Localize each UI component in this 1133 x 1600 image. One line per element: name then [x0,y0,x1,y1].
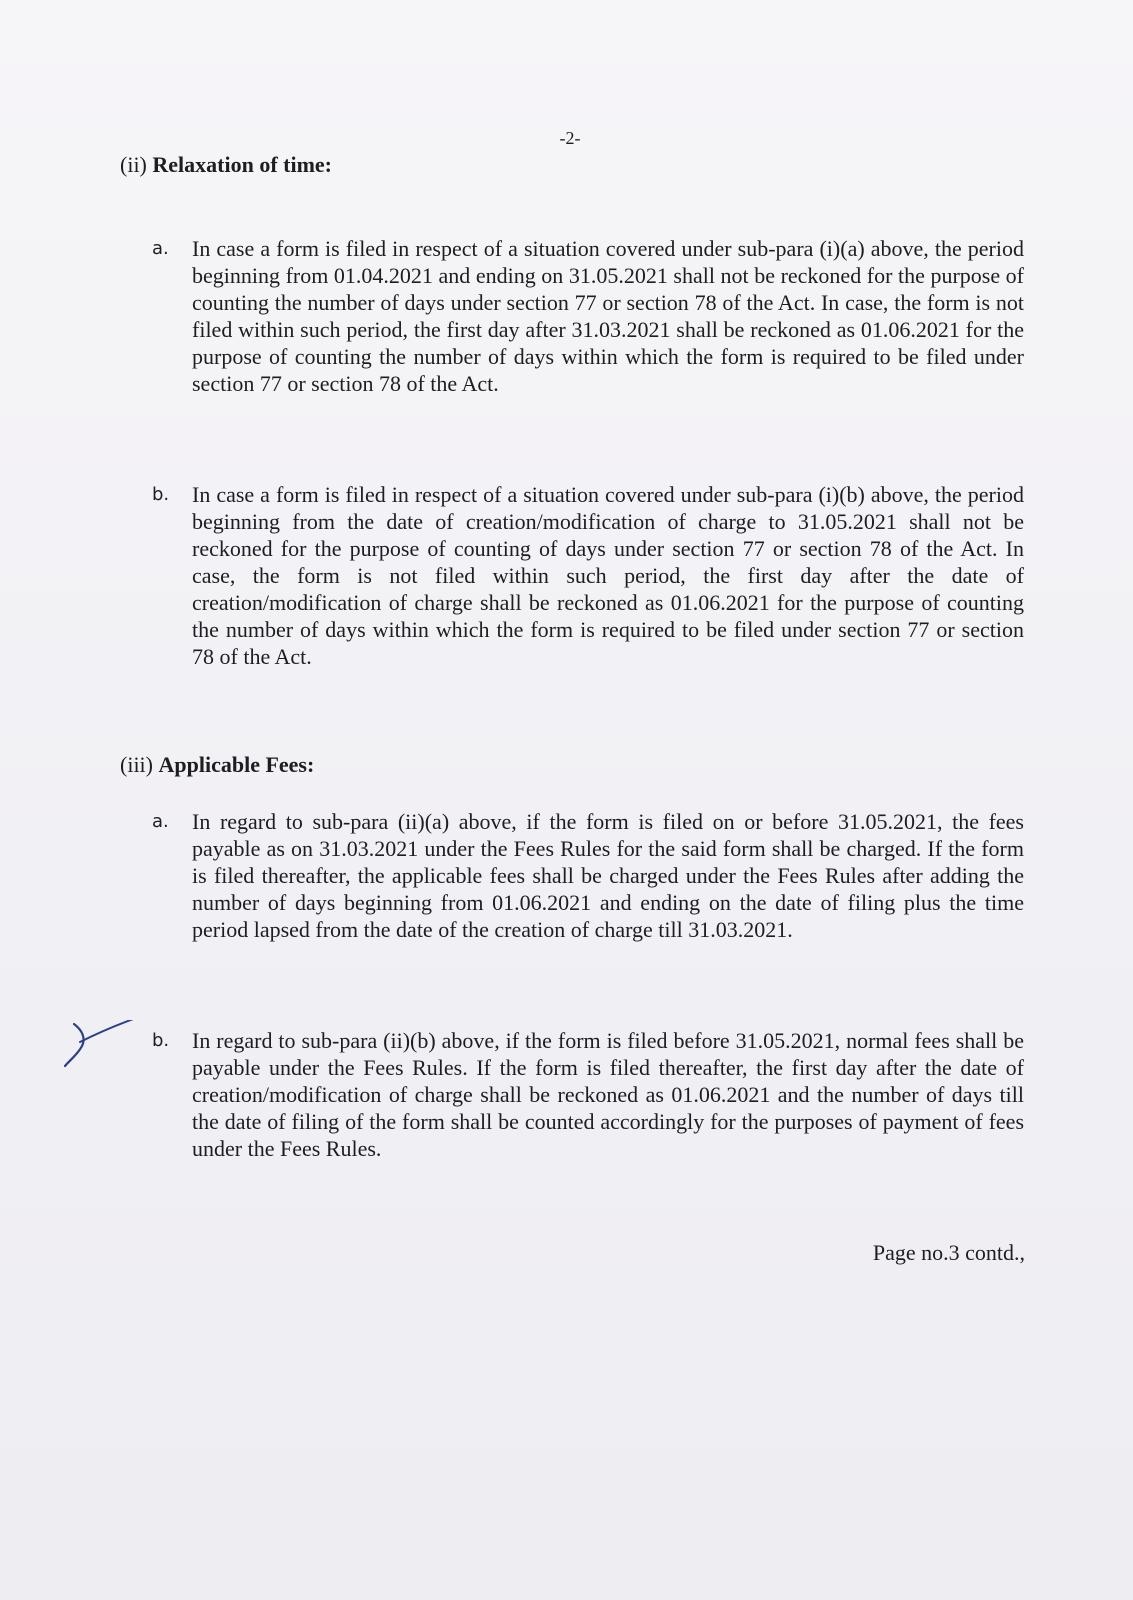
item-marker: b. [152,484,170,505]
list-item [152,481,1024,670]
pen-tick-mark [60,1020,140,1080]
list-item [152,1027,1024,1162]
item-text: In case a form is filed in respect of a situation covered under sub-para (i)(a) above, the period beginning from 01.04.2021 and ending on 31.05.2021 shall not be reckoned for the purpose of counting the number of days under section 77 or section 78 of the Act. In case, the form is not filed within such period, the first day after 31.03.2021 shall be reckoned as 01.06.2021 for the purpose of counting the number of days within which the form is required to be filed under section 77 or section 78 of the Act. [192,236,1024,396]
item-text: In regard to sub-para (ii)(b) above, if the form is filed before 31.05.2021, normal fees shall be payable under the Fees Rules. If the form is filed thereafter, the first day after the date of creation/modification of charge shall be reckoned as 01.06.2021 and the number of days till the date of filing of the form shall be counted accordingly for the purposes of payment of fees under the Fees Rules. [192,1028,1024,1161]
continuation-note: Page no.3 contd., [872,1240,1025,1265]
section-heading-fees [120,752,314,778]
item-text: In regard to sub-para (ii)(a) above, if the form is filed on or before 31.05.2021, the fees payable as on 31.03.2021 under the Fees Rules for the said form shall be charged. If the form is filed thereafter, the applicable fees shall be charged under the Fees Rules after adding the number of days beginning from 01.06.2021 and ending on the date of filing plus the time period lapsed from the date of the creation of charge till 31.03.2021. [192,809,1024,942]
item-marker: a. [152,811,169,832]
item-text: In case a form is filed in respect of a situation covered under sub-para (i)(b) above, the period beginning from the date of creation/modification of charge to 31.05.2021 shall not be reckoned for the purpose of counting of days under section 77 or section 78 of the Act. In case, the form is not filed within such period, the first day after the date of creation/modification of charge shall be reckoned as 01.06.2021 for the purpose of counting the number of days within which the form is required to be filed under section 77 or section 78 of the Act. [192,482,1024,669]
item-marker: b. [152,1030,170,1051]
list-item [152,808,1024,943]
section-title: Applicable Fees: [158,752,315,777]
section-heading-relaxation [120,152,332,178]
item-marker: a. [152,238,169,259]
section-number: (ii) [120,152,147,177]
section-title: Relaxation of time: [152,152,333,177]
page-number: -2- [559,128,581,148]
list-item [152,235,1024,397]
section-number: (iii) [120,752,153,777]
